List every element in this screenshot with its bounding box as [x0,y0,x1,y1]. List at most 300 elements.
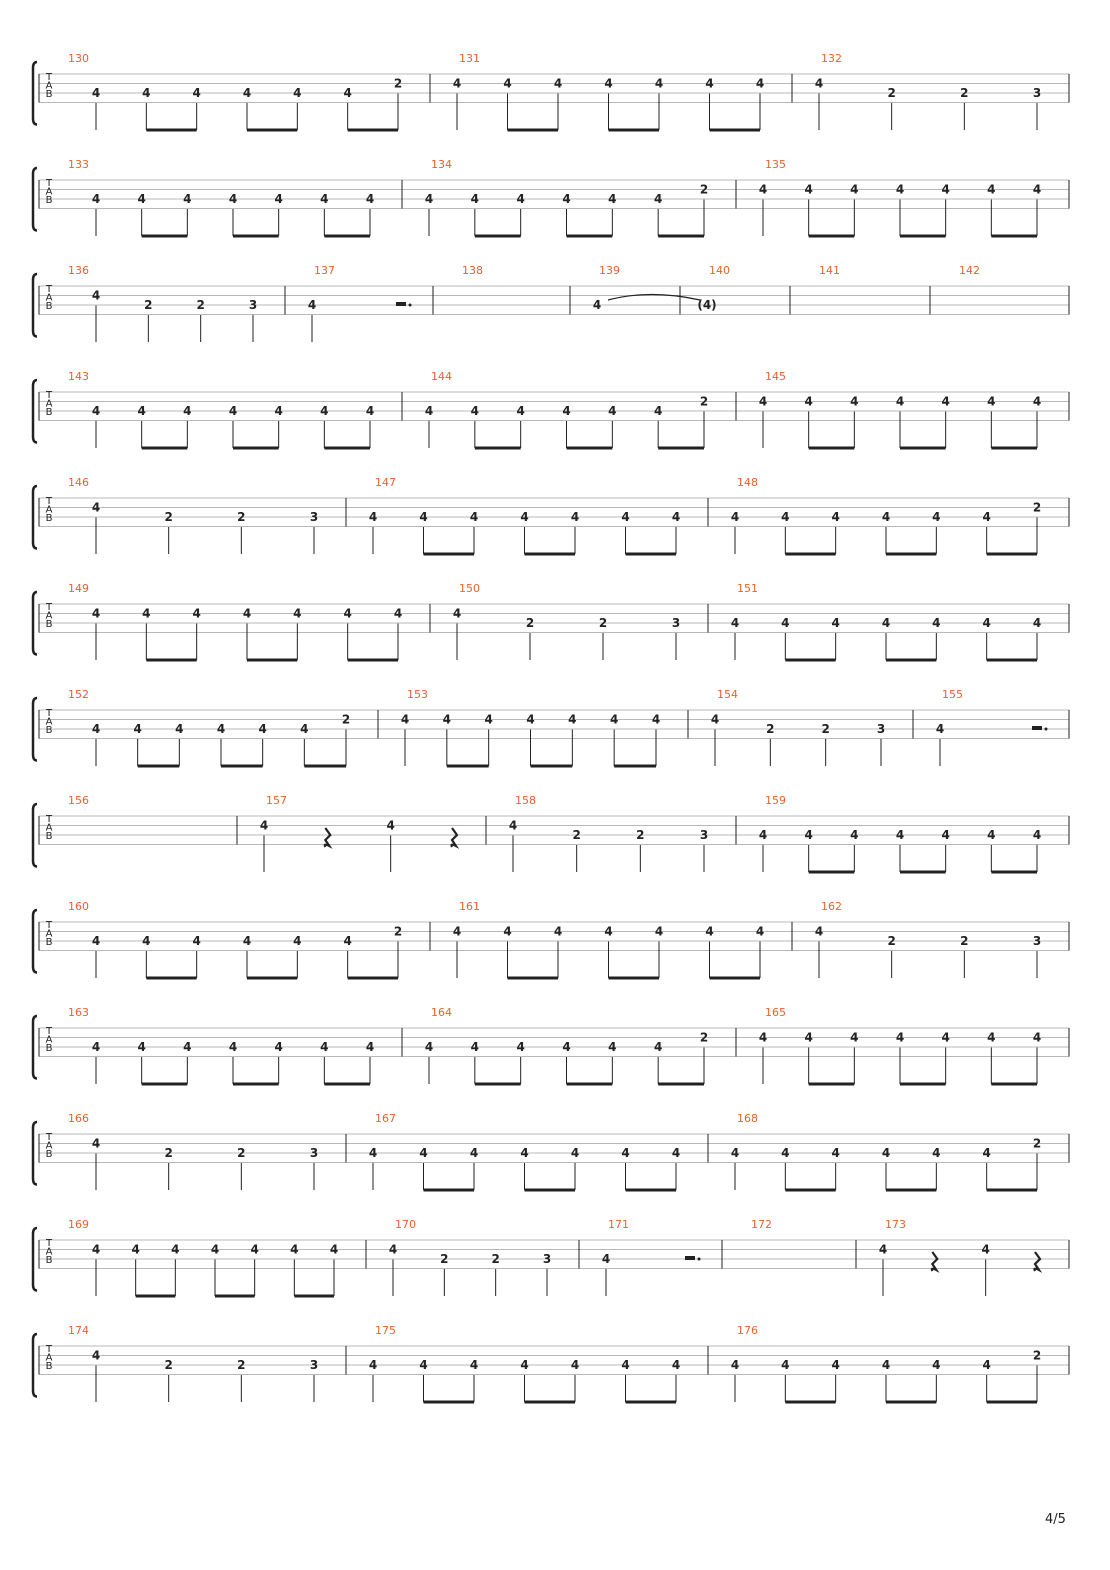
fret-number: 4 [831,616,840,630]
fret-number: 4 [781,510,790,524]
fret-number: 4 [982,1358,991,1372]
measure [68,476,318,554]
measure-number: 130 [68,52,89,65]
dot [409,304,412,307]
fret-number: 4 [981,1242,990,1257]
tab-clef-letter: B [45,1043,53,1054]
measure [260,794,457,872]
fret-number: 2 [1032,1136,1042,1151]
fret-number: 4 [526,712,535,727]
fret-number: 4 [503,924,512,939]
fret-number: 4 [654,76,664,91]
measure [68,1324,318,1402]
fret-number: 4 [388,1242,398,1257]
fret-number: 4 [609,712,619,727]
measure-number: 165 [765,1006,786,1019]
measure [819,264,840,277]
tab-clef-letter: A [45,610,53,622]
fret-number: 2 [237,510,246,524]
system-bracket [33,1122,37,1185]
tab-system [33,264,1069,342]
measure [959,264,980,277]
fret-number: 4 [781,616,790,630]
measure [68,264,257,342]
measure-number: 144 [431,370,452,383]
tab-clef-letter: A [45,822,53,834]
fret-number: 2 [960,86,969,100]
fret-number: 4 [343,86,352,100]
fret-number: 4 [932,1146,941,1160]
measure-number: 152 [68,688,89,701]
fret-number: 2 [572,828,581,842]
fret-number: 4 [878,1242,888,1257]
tab-clef-letter: T [45,1026,53,1037]
tab-clef-letter: A [45,80,53,92]
tab-clef-letter: B [45,831,53,842]
fret-number: 4 [320,404,329,418]
fret-number: 4 [142,86,151,100]
fret-number: 4 [553,76,563,91]
measure-number: 140 [709,264,730,277]
fret-number: 2 [766,722,775,736]
fret-number: 4 [881,1146,891,1160]
measure-number: 149 [68,582,89,595]
fret-number: 4 [987,1030,996,1045]
fret-number: 4 [758,828,768,842]
fret-number: 4 [895,1030,905,1045]
measure-number: 137 [314,264,335,277]
fret-number: 2 [393,924,403,939]
measure-number: 156 [68,794,89,807]
tab-clef-letter: B [45,1361,53,1372]
fret-number: 4 [520,1358,529,1372]
fret-number: 4 [293,606,302,621]
fret-number: 4 [850,828,859,842]
fret-number: 4 [932,1358,941,1372]
fret-number: 4 [386,818,395,833]
fret-number: 4 [133,722,142,736]
fret-number: 2 [164,1358,173,1372]
fret-number: 2 [1032,1348,1042,1363]
system-bracket [33,274,37,337]
fret-number: 4 [419,1358,428,1372]
fret-number: 4 [653,404,663,418]
tab-system [33,794,1069,872]
fret-number: 2 [821,722,830,736]
fret-number: 4 [183,404,192,418]
tab-clef-letter: B [45,1255,53,1266]
fret-number: 2 [887,86,896,100]
fret-number: 4 [804,1030,813,1045]
fret-number: 4 [941,828,950,842]
fret-number: 4 [131,1242,140,1257]
fret-number: 4 [228,192,238,206]
fret-number: 4 [365,404,375,418]
tab-clef-letter: T [45,1132,53,1143]
measure-number: 155 [942,688,963,701]
fret-number: 4 [982,510,991,524]
fret-number: 4 [503,76,512,91]
measure [731,1324,1041,1402]
fret-number: 4 [881,1358,891,1372]
fret-number: 4 [469,1358,479,1372]
measure [731,1112,1041,1190]
measure-number: 169 [68,1218,89,1231]
fret-number: 4 [1032,182,1042,197]
measure-number: 145 [765,370,786,383]
tab-clef-letter: A [45,186,53,198]
tab-system [33,688,1069,766]
measure-number: 148 [737,476,758,489]
fret-number: 4 [850,1030,859,1045]
fret-number: 4 [671,1146,681,1160]
tab-clef-letter: B [45,619,53,630]
fret-number: 2 [491,1252,500,1266]
fret-number: 4 [781,1146,790,1160]
fret-number: 4 [781,1358,790,1372]
measure-number: 157 [266,794,287,807]
tab-clef-letter: A [45,1246,53,1258]
fret-number: 4 [419,1146,428,1160]
fret-number: 4 [520,510,529,524]
fret-number: 4 [651,712,661,727]
measure-number: 158 [515,794,536,807]
fret-number: 4 [91,606,101,621]
half-rest [1032,726,1042,730]
measure [759,1006,1041,1084]
measure [759,794,1041,872]
tab-clef-letter: T [45,1344,53,1355]
measure [879,1218,1040,1296]
fret-number: 4 [192,934,201,948]
measure-number: 167 [375,1112,396,1125]
fret-number: 4 [400,712,410,727]
measure-number: 135 [765,158,786,171]
measure-number: 134 [431,158,452,171]
measure-number: 168 [737,1112,758,1125]
dot [1045,728,1048,731]
fret-number: 4 [831,1146,840,1160]
fret-number: 4 [250,1242,259,1257]
fret-number: 4 [307,298,317,312]
tab-clef-letter: T [45,178,53,189]
fret-number: 4 [91,192,101,206]
measure [308,264,412,342]
fret-number: 4 [393,606,403,621]
measure [389,1218,551,1296]
fret-number: (4) [697,298,717,312]
fret-number: 2 [525,616,535,630]
fret-number: 4 [604,76,613,91]
fret-number: 4 [831,1358,840,1372]
measure [68,1218,338,1296]
measure-number: 131 [459,52,480,65]
measure-number: 176 [737,1324,758,1337]
fret-number: 2 [164,1146,173,1160]
system-bracket [33,698,37,761]
measure [509,794,708,872]
measure-number: 141 [819,264,840,277]
measure [369,1112,680,1190]
tab-clef-letter: A [45,1034,53,1046]
tab-system [33,370,1069,448]
fret-number: 4 [987,182,996,197]
measure [462,264,483,277]
fret-number: 4 [365,192,375,206]
fret-number: 4 [274,192,283,206]
fret-number: 2 [1032,500,1042,515]
measure-number: 147 [375,476,396,489]
fret-number: 4 [570,1358,580,1372]
tab-system [33,1006,1069,1084]
measure-number: 172 [751,1218,772,1231]
fret-number: 2 [341,712,351,727]
tab-system [33,900,1069,978]
measure [815,52,1041,130]
fret-number: 4 [368,1358,378,1372]
fret-number: 4 [91,934,101,948]
fret-number: 4 [755,924,765,939]
measure [68,794,89,807]
fret-number: 4 [562,1040,571,1054]
fret-number: 4 [192,606,201,621]
fret-number: 3 [1032,934,1042,948]
tab-clef-letter: A [45,716,53,728]
measure-number: 142 [959,264,980,277]
measure-number: 171 [608,1218,629,1231]
fret-number: 4 [228,1040,238,1054]
fret-number: 4 [470,1040,480,1054]
fret-number: 2 [196,298,205,312]
measure [68,370,374,448]
tab-clef-letter: B [45,1149,53,1160]
fret-number: 4 [470,192,480,206]
fret-number: 3 [309,1358,319,1372]
fret-number: 4 [831,510,840,524]
fret-number: 4 [932,616,941,630]
fret-number: 4 [91,1040,101,1054]
fret-number: 2 [887,934,896,948]
fret-number: 4 [932,510,941,524]
tab-clef-letter: B [45,937,53,948]
fret-number: 4 [258,722,267,736]
measure [815,900,1041,978]
fret-number: 4 [484,712,493,727]
fret-number: 2 [699,182,709,197]
system-bracket [33,910,37,973]
measure [751,1218,772,1231]
fret-number: 4 [91,288,101,303]
fret-number: 4 [804,182,813,197]
measure-number: 133 [68,158,89,171]
fret-number: 4 [516,404,525,418]
measure [453,52,764,130]
tab-clef-letter: B [45,513,53,524]
fret-number: 4 [365,1040,375,1054]
fret-number: 4 [242,934,252,948]
fret-number: 4 [424,404,434,418]
measure-number: 153 [407,688,428,701]
fret-number: 4 [424,1040,434,1054]
fret-number: 4 [183,192,192,206]
system-bracket [33,486,37,549]
fret-number: 4 [671,510,681,524]
tab-clef-letter: B [45,195,53,206]
fret-number: 4 [654,924,664,939]
fret-number: 4 [91,722,101,736]
fret-number: 4 [274,1040,283,1054]
fret-number: 4 [259,818,269,833]
measure [369,1324,680,1402]
fret-number: 4 [592,298,602,312]
fret-number: 4 [570,1146,580,1160]
measure [602,1218,701,1296]
fret-number: 4 [710,712,720,727]
fret-number: 4 [850,394,859,409]
measure [453,582,680,660]
fret-number: 4 [91,1242,101,1257]
measure [936,688,1048,766]
measure-number: 175 [375,1324,396,1337]
system-bracket [33,1334,37,1397]
fret-number: 4 [758,182,768,197]
measure-number: 164 [431,1006,452,1019]
fret-number: 4 [653,1040,663,1054]
tab-system [33,582,1069,660]
tab-system [33,52,1069,130]
fret-number: 4 [608,404,617,418]
fret-number: 2 [699,394,709,409]
fret-number: 4 [941,182,950,197]
fret-number: 4 [705,76,714,91]
fret-number: 4 [895,394,905,409]
system-bracket [33,804,37,867]
fret-number: 3 [1032,86,1042,100]
tab-clef-letter: B [45,89,53,100]
measure-number: 161 [459,900,480,913]
fret-number: 2 [237,1146,246,1160]
fret-number: 4 [91,404,101,418]
tab-clef-letter: T [45,1238,53,1249]
fret-number: 4 [982,1146,991,1160]
fret-number: 2 [393,76,403,91]
fret-number: 4 [653,192,663,206]
fret-number: 4 [730,1146,740,1160]
fret-number: 4 [142,934,151,948]
fret-number: 4 [137,192,146,206]
fret-number: 4 [469,1146,479,1160]
measure-number: 160 [68,900,89,913]
fret-number: 4 [171,1242,180,1257]
fret-number: 4 [320,1040,329,1054]
tab-clef-letter: T [45,602,53,613]
system-bracket [33,1016,37,1079]
fret-number: 3 [699,828,709,842]
fret-number: 4 [216,722,226,736]
fret-number: 4 [424,192,434,206]
fret-number: 4 [469,510,479,524]
fret-number: 4 [210,1242,220,1257]
measure [68,1006,374,1084]
fret-number: 4 [343,934,352,948]
system-bracket [33,1228,37,1291]
fret-number: 4 [137,404,146,418]
fret-number: 4 [730,616,740,630]
fret-number: 4 [329,1242,339,1257]
measure-number: 174 [68,1324,89,1337]
fret-number: 4 [368,510,378,524]
tab-clef-letter: A [45,504,53,516]
fret-number: 4 [470,404,480,418]
measure [453,900,764,978]
measure-number: 139 [599,264,620,277]
fret-number: 4 [452,76,462,91]
measure [401,688,660,766]
fret-number: 4 [941,394,950,409]
tab-clef-letter: T [45,72,53,83]
fret-number: 4 [419,510,428,524]
fret-number: 4 [242,606,252,621]
fret-number: 4 [91,500,101,515]
fret-number: 2 [699,1030,709,1045]
fret-number: 4 [604,924,613,939]
fret-number: 4 [228,404,238,418]
measure [425,158,708,236]
measure-number: 154 [717,688,738,701]
fret-number: 4 [91,1136,101,1151]
tab-clef-letter: T [45,496,53,507]
fret-number: 4 [758,1030,768,1045]
fret-number: 2 [237,1358,246,1372]
tab-clef-letter: B [45,301,53,312]
fret-number: 4 [368,1146,378,1160]
fret-number: 3 [671,616,681,630]
measure-number: 162 [821,900,842,913]
measure [68,900,402,978]
measure [68,582,402,660]
measure [68,688,350,766]
fret-number: 4 [452,924,462,939]
measure-number: 170 [395,1218,416,1231]
measure [68,1112,318,1190]
measure [425,370,708,448]
fret-number: 4 [343,606,352,621]
fret-number: 4 [705,924,714,939]
measure-number: 150 [459,582,480,595]
fret-number: 4 [982,616,991,630]
fret-number: 3 [309,510,319,524]
fret-number: 4 [91,1348,101,1363]
measure [731,476,1041,554]
fret-number: 4 [293,86,302,100]
fret-number: 4 [520,1146,529,1160]
measure-number: 166 [68,1112,89,1125]
fret-number: 4 [274,404,283,418]
measure [425,1006,708,1084]
fret-number: 4 [300,722,309,736]
fret-number: 4 [142,606,151,621]
fret-number: 4 [987,828,996,842]
measure [759,370,1041,448]
tab-clef-letter: A [45,398,53,410]
tab-clef-letter: T [45,390,53,401]
fret-number: 2 [960,934,969,948]
fret-number: 4 [1032,616,1042,630]
measure-number: 163 [68,1006,89,1019]
fret-number: 4 [242,86,252,100]
fret-number: 4 [621,1146,630,1160]
fret-number: 4 [452,606,462,621]
